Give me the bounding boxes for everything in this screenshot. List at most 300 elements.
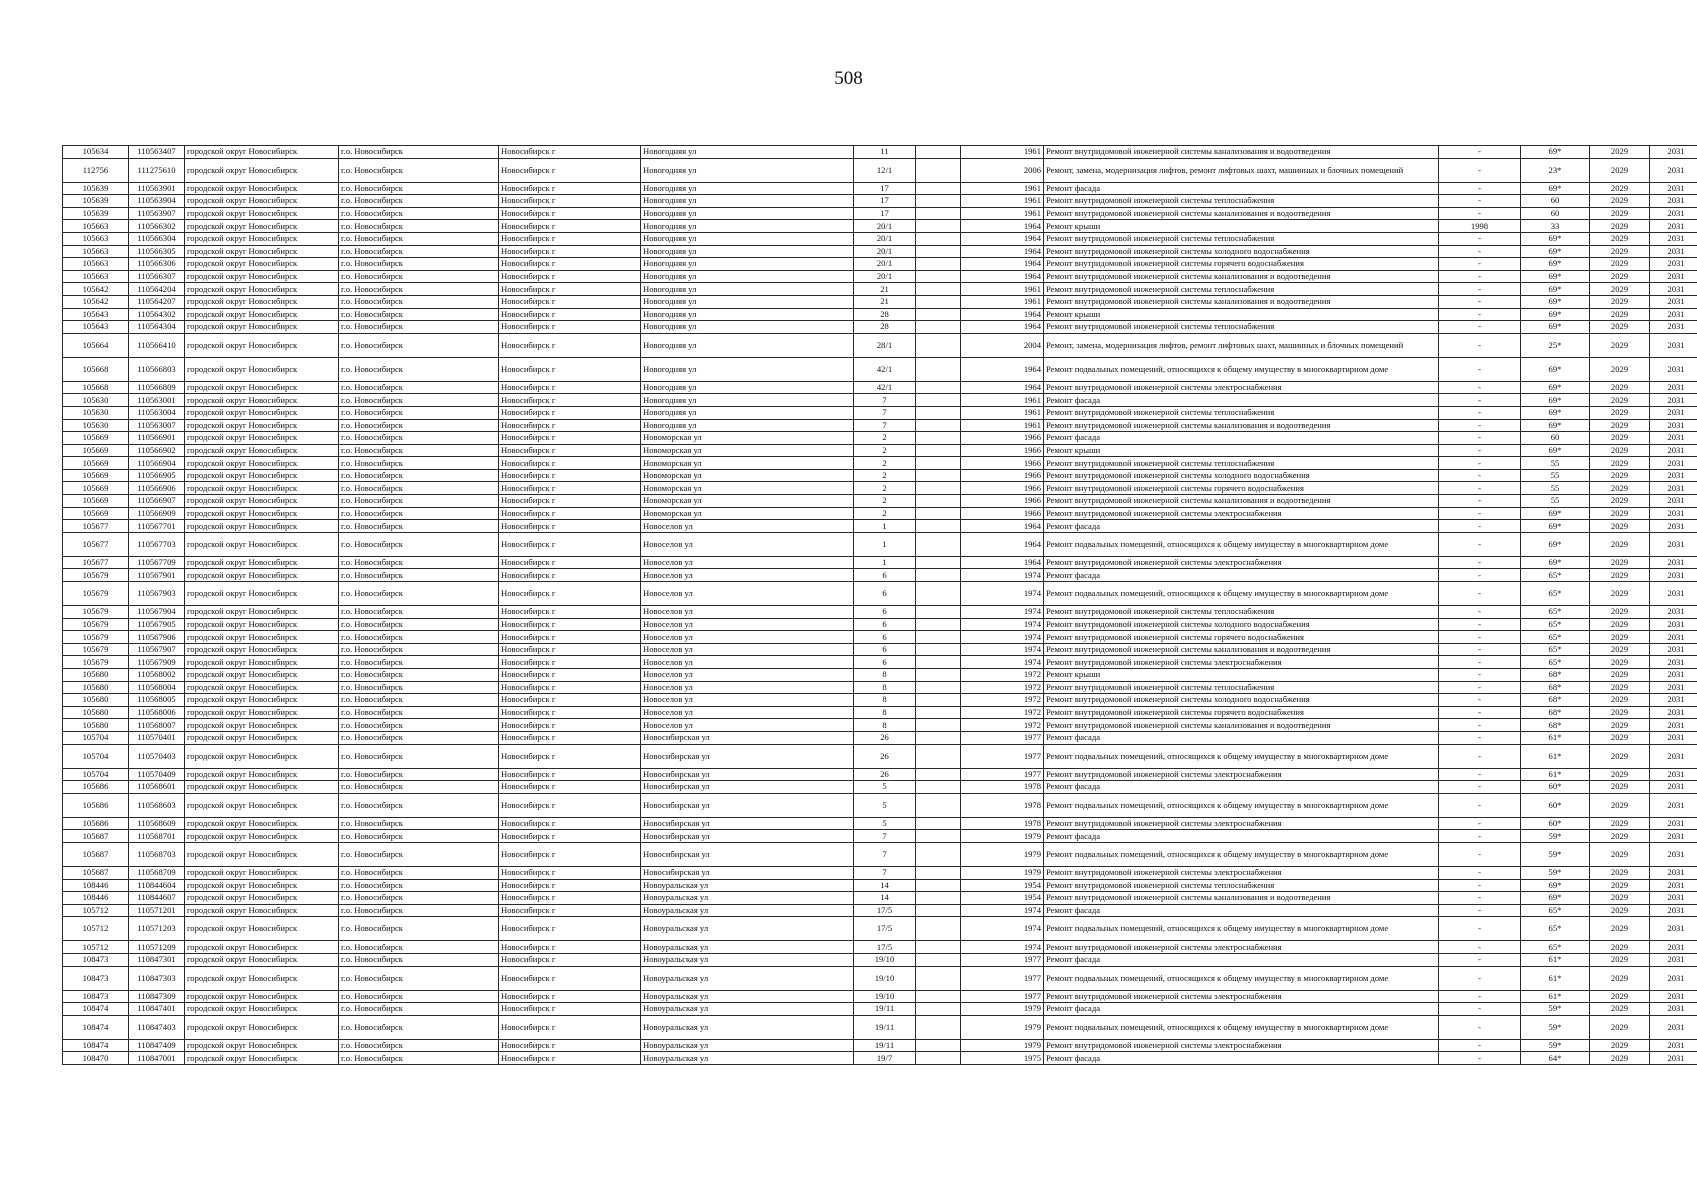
- street-cell: Новоселов ул: [641, 656, 854, 669]
- building-cell: [916, 656, 961, 669]
- table-row: [63, 357, 1697, 381]
- year-built-cell: 1966: [961, 457, 1044, 470]
- house-id-cell: 105680: [63, 706, 129, 719]
- street-cell: Новоморская ул: [641, 444, 854, 457]
- year-built-cell: 1964: [961, 245, 1044, 258]
- house-id-cell: 105679: [63, 606, 129, 619]
- plan-end-year-cell: 2031: [1650, 879, 1697, 892]
- city-cell: Новосибирск г: [499, 232, 641, 245]
- plan-start-year-cell: 2029: [1590, 495, 1650, 508]
- house-number-cell: 20/1: [854, 258, 916, 271]
- plan-end-year-cell: 2031: [1650, 953, 1697, 966]
- last-repair-year-cell: -: [1439, 892, 1521, 905]
- work-type-cell: Ремонт фасада: [1044, 904, 1439, 917]
- plan-end-year-cell: 2031: [1650, 569, 1697, 582]
- municipality-cell: г.о. Новосибирск: [339, 731, 499, 744]
- wear-percent-cell: 69*: [1521, 182, 1590, 195]
- municipality-cell: г.о. Новосибирск: [339, 469, 499, 482]
- table-row: [63, 643, 1697, 656]
- plan-end-year-cell: 2031: [1650, 1052, 1697, 1065]
- house-id-cell: 105679: [63, 643, 129, 656]
- plan-end-year-cell: 2031: [1650, 207, 1697, 220]
- last-repair-year-cell: -: [1439, 842, 1521, 866]
- district-cell: городской округ Новосибирск: [185, 892, 339, 905]
- year-built-cell: 1978: [961, 793, 1044, 817]
- municipality-cell: г.о. Новосибирск: [339, 706, 499, 719]
- plan-start-year-cell: 2029: [1590, 321, 1650, 334]
- work-type-cell: Ремонт крыши: [1044, 308, 1439, 321]
- table-row: [63, 295, 1697, 308]
- building-cell: [916, 532, 961, 556]
- last-repair-year-cell: -: [1439, 532, 1521, 556]
- plan-start-year-cell: 2029: [1590, 768, 1650, 781]
- street-cell: Новоселов ул: [641, 669, 854, 682]
- city-cell: Новосибирск г: [499, 793, 641, 817]
- house-id-cell: 105677: [63, 556, 129, 569]
- city-cell: Новосибирск г: [499, 258, 641, 271]
- plan-end-year-cell: 2031: [1650, 520, 1697, 533]
- work-type-cell: Ремонт внутридомовой инженерной системы канализования и водоотведения: [1044, 643, 1439, 656]
- municipality-cell: г.о. Новосибирск: [339, 793, 499, 817]
- building-cell: [916, 953, 961, 966]
- street-cell: Новогодняя ул: [641, 394, 854, 407]
- building-cell: [916, 146, 961, 159]
- city-cell: Новосибирск г: [499, 182, 641, 195]
- house-id-cell: 105630: [63, 419, 129, 432]
- work-code-cell: 110563901: [129, 182, 185, 195]
- plan-end-year-cell: 2031: [1650, 1015, 1697, 1039]
- building-cell: [916, 357, 961, 381]
- year-built-cell: 1966: [961, 432, 1044, 445]
- district-cell: городской округ Новосибирск: [185, 507, 339, 520]
- table-row: [63, 245, 1697, 258]
- wear-percent-cell: 69*: [1521, 232, 1590, 245]
- last-repair-year-cell: -: [1439, 457, 1521, 470]
- work-code-cell: 110564204: [129, 283, 185, 296]
- work-type-cell: Ремонт внутридомовой инженерной системы канализования и водоотведения: [1044, 295, 1439, 308]
- work-type-cell: Ремонт внутридомовой инженерной системы канализования и водоотведения: [1044, 146, 1439, 159]
- municipality-cell: г.о. Новосибирск: [339, 1015, 499, 1039]
- work-code-cell: 110566901: [129, 432, 185, 445]
- work-code-cell: 110568004: [129, 681, 185, 694]
- plan-end-year-cell: 2031: [1650, 419, 1697, 432]
- house-number-cell: 8: [854, 706, 916, 719]
- municipality-cell: г.о. Новосибирск: [339, 744, 499, 768]
- building-cell: [916, 308, 961, 321]
- last-repair-year-cell: -: [1439, 656, 1521, 669]
- work-type-cell: Ремонт внутридомовой инженерной системы теплоснабжения: [1044, 321, 1439, 334]
- year-built-cell: 1961: [961, 406, 1044, 419]
- table-row: [63, 731, 1697, 744]
- plan-start-year-cell: 2029: [1590, 793, 1650, 817]
- work-code-cell: 110844604: [129, 879, 185, 892]
- work-type-cell: Ремонт фасада: [1044, 1052, 1439, 1065]
- work-code-cell: 110564304: [129, 321, 185, 334]
- table-row: [63, 321, 1697, 334]
- wear-percent-cell: 33: [1521, 220, 1590, 233]
- table-row: [63, 631, 1697, 644]
- work-code-cell: 110847301: [129, 953, 185, 966]
- plan-end-year-cell: 2031: [1650, 283, 1697, 296]
- year-built-cell: 2004: [961, 333, 1044, 357]
- plan-start-year-cell: 2029: [1590, 917, 1650, 941]
- year-built-cell: 1972: [961, 669, 1044, 682]
- street-cell: Новоуральская ул: [641, 917, 854, 941]
- city-cell: Новосибирск г: [499, 768, 641, 781]
- plan-end-year-cell: 2031: [1650, 1039, 1697, 1052]
- year-built-cell: 1961: [961, 295, 1044, 308]
- district-cell: городской округ Новосибирск: [185, 719, 339, 732]
- work-type-cell: Ремонт фасада: [1044, 394, 1439, 407]
- table-row: [63, 1015, 1697, 1039]
- plan-end-year-cell: 2031: [1650, 245, 1697, 258]
- plan-start-year-cell: 2029: [1590, 569, 1650, 582]
- district-cell: городской округ Новосибирск: [185, 457, 339, 470]
- plan-start-year-cell: 2029: [1590, 220, 1650, 233]
- year-built-cell: 1977: [961, 744, 1044, 768]
- house-number-cell: 7: [854, 394, 916, 407]
- district-cell: городской округ Новосибирск: [185, 694, 339, 707]
- year-built-cell: 1966: [961, 507, 1044, 520]
- street-cell: Новоуральская ул: [641, 966, 854, 990]
- house-id-cell: 105679: [63, 618, 129, 631]
- plan-end-year-cell: 2031: [1650, 220, 1697, 233]
- municipality-cell: г.о. Новосибирск: [339, 694, 499, 707]
- last-repair-year-cell: -: [1439, 866, 1521, 879]
- work-type-cell: Ремонт внутридомовой инженерной системы теплоснабжения: [1044, 195, 1439, 208]
- wear-percent-cell: 60: [1521, 207, 1590, 220]
- house-number-cell: 17: [854, 195, 916, 208]
- wear-percent-cell: 68*: [1521, 681, 1590, 694]
- house-id-cell: 105686: [63, 793, 129, 817]
- wear-percent-cell: 69*: [1521, 532, 1590, 556]
- work-type-cell: Ремонт внутридомовой инженерной системы электроснабжения: [1044, 1039, 1439, 1052]
- plan-end-year-cell: 2031: [1650, 158, 1697, 182]
- work-type-cell: Ремонт внутридомовой инженерной системы горячего водоснабжения: [1044, 258, 1439, 271]
- year-built-cell: 1977: [961, 731, 1044, 744]
- house-id-cell: 105677: [63, 532, 129, 556]
- building-cell: [916, 842, 961, 866]
- plan-start-year-cell: 2029: [1590, 990, 1650, 1003]
- last-repair-year-cell: -: [1439, 1039, 1521, 1052]
- wear-percent-cell: 23*: [1521, 158, 1590, 182]
- city-cell: Новосибирск г: [499, 444, 641, 457]
- district-cell: городской округ Новосибирск: [185, 308, 339, 321]
- work-code-cell: 110566902: [129, 444, 185, 457]
- municipality-cell: г.о. Новосибирск: [339, 990, 499, 1003]
- plan-start-year-cell: 2029: [1590, 1052, 1650, 1065]
- city-cell: Новосибирск г: [499, 892, 641, 905]
- work-code-cell: 110570403: [129, 744, 185, 768]
- table-row: [63, 781, 1697, 794]
- plan-start-year-cell: 2029: [1590, 643, 1650, 656]
- city-cell: Новосибирск г: [499, 866, 641, 879]
- municipality-cell: г.о. Новосибирск: [339, 357, 499, 381]
- house-number-cell: 17/5: [854, 917, 916, 941]
- work-type-cell: Ремонт, замена, модернизация лифтов, ремонт лифтовых шахт, машинных и блочных помещений: [1044, 158, 1439, 182]
- table-row: [63, 892, 1697, 905]
- house-number-cell: 19/10: [854, 990, 916, 1003]
- plan-start-year-cell: 2029: [1590, 904, 1650, 917]
- city-cell: Новосибирск г: [499, 308, 641, 321]
- last-repair-year-cell: -: [1439, 569, 1521, 582]
- city-cell: Новосибирск г: [499, 1003, 641, 1016]
- last-repair-year-cell: -: [1439, 879, 1521, 892]
- street-cell: Новоселов ул: [641, 606, 854, 619]
- house-id-cell: 108473: [63, 966, 129, 990]
- work-type-cell: Ремонт фасада: [1044, 953, 1439, 966]
- house-number-cell: 28: [854, 308, 916, 321]
- plan-start-year-cell: 2029: [1590, 245, 1650, 258]
- work-type-cell: Ремонт внутридомовой инженерной системы холодного водоснабжения: [1044, 245, 1439, 258]
- wear-percent-cell: 69*: [1521, 357, 1590, 381]
- plan-start-year-cell: 2029: [1590, 1015, 1650, 1039]
- wear-percent-cell: 61*: [1521, 990, 1590, 1003]
- wear-percent-cell: 59*: [1521, 866, 1590, 879]
- work-code-cell: 110566809: [129, 381, 185, 394]
- district-cell: городской округ Новосибирск: [185, 182, 339, 195]
- last-repair-year-cell: -: [1439, 158, 1521, 182]
- plan-end-year-cell: 2031: [1650, 631, 1697, 644]
- table-row: [63, 1052, 1697, 1065]
- year-built-cell: 1974: [961, 643, 1044, 656]
- plan-start-year-cell: 2029: [1590, 556, 1650, 569]
- plan-end-year-cell: 2031: [1650, 394, 1697, 407]
- municipality-cell: г.о. Новосибирск: [339, 892, 499, 905]
- house-number-cell: 19/7: [854, 1052, 916, 1065]
- table-row: [63, 1039, 1697, 1052]
- work-code-cell: 110563904: [129, 195, 185, 208]
- building-cell: [916, 606, 961, 619]
- wear-percent-cell: 65*: [1521, 904, 1590, 917]
- plan-end-year-cell: 2031: [1650, 781, 1697, 794]
- street-cell: Новогодняя ул: [641, 270, 854, 283]
- table-row: [63, 917, 1697, 941]
- house-id-cell: 105668: [63, 381, 129, 394]
- last-repair-year-cell: -: [1439, 817, 1521, 830]
- house-id-cell: 105669: [63, 444, 129, 457]
- city-cell: Новосибирск г: [499, 482, 641, 495]
- house-id-cell: 105642: [63, 295, 129, 308]
- plan-end-year-cell: 2031: [1650, 731, 1697, 744]
- house-number-cell: 20/1: [854, 232, 916, 245]
- house-number-cell: 2: [854, 457, 916, 470]
- house-id-cell: 105704: [63, 768, 129, 781]
- building-cell: [916, 457, 961, 470]
- city-cell: Новосибирск г: [499, 146, 641, 159]
- year-built-cell: 1979: [961, 1015, 1044, 1039]
- plan-end-year-cell: 2031: [1650, 842, 1697, 866]
- municipality-cell: г.о. Новосибирск: [339, 195, 499, 208]
- year-built-cell: 1964: [961, 520, 1044, 533]
- street-cell: Новоуральская ул: [641, 892, 854, 905]
- table-row: [63, 744, 1697, 768]
- year-built-cell: 1974: [961, 917, 1044, 941]
- wear-percent-cell: 65*: [1521, 941, 1590, 954]
- city-cell: Новосибирск г: [499, 457, 641, 470]
- city-cell: Новосибирск г: [499, 520, 641, 533]
- house-id-cell: 105634: [63, 146, 129, 159]
- wear-percent-cell: 65*: [1521, 606, 1590, 619]
- street-cell: Новоселов ул: [641, 706, 854, 719]
- house-id-cell: 105663: [63, 270, 129, 283]
- municipality-cell: г.о. Новосибирск: [339, 643, 499, 656]
- work-type-cell: Ремонт подвальных помещений, относящихся к общему имуществу в многоквартирном доме: [1044, 357, 1439, 381]
- district-cell: городской округ Новосибирск: [185, 917, 339, 941]
- street-cell: Новоселов ул: [641, 569, 854, 582]
- street-cell: Новогодняя ул: [641, 158, 854, 182]
- street-cell: Новогодняя ул: [641, 419, 854, 432]
- plan-start-year-cell: 2029: [1590, 842, 1650, 866]
- street-cell: Новогодняя ул: [641, 283, 854, 296]
- house-id-cell: 105643: [63, 321, 129, 334]
- building-cell: [916, 706, 961, 719]
- house-number-cell: 7: [854, 406, 916, 419]
- building-cell: [916, 507, 961, 520]
- plan-end-year-cell: 2031: [1650, 817, 1697, 830]
- building-cell: [916, 1003, 961, 1016]
- wear-percent-cell: 25*: [1521, 333, 1590, 357]
- street-cell: Новосибирская ул: [641, 793, 854, 817]
- house-number-cell: 17/5: [854, 941, 916, 954]
- house-number-cell: 20/1: [854, 220, 916, 233]
- work-type-cell: Ремонт внутридомовой инженерной системы канализования и водоотведения: [1044, 207, 1439, 220]
- district-cell: городской округ Новосибирск: [185, 419, 339, 432]
- table-row: [63, 207, 1697, 220]
- last-repair-year-cell: -: [1439, 444, 1521, 457]
- plan-end-year-cell: 2031: [1650, 966, 1697, 990]
- street-cell: Новоморская ул: [641, 469, 854, 482]
- house-number-cell: 1: [854, 556, 916, 569]
- street-cell: Новогодняя ул: [641, 232, 854, 245]
- house-number-cell: 6: [854, 618, 916, 631]
- building-cell: [916, 830, 961, 843]
- street-cell: Новогодняя ул: [641, 146, 854, 159]
- wear-percent-cell: 59*: [1521, 1039, 1590, 1052]
- municipality-cell: г.о. Новосибирск: [339, 495, 499, 508]
- plan-end-year-cell: 2031: [1650, 582, 1697, 606]
- work-type-cell: Ремонт внутридомовой инженерной системы электроснабжения: [1044, 556, 1439, 569]
- work-code-cell: 110566907: [129, 495, 185, 508]
- work-type-cell: Ремонт внутридомовой инженерной системы теплоснабжения: [1044, 457, 1439, 470]
- building-cell: [916, 295, 961, 308]
- municipality-cell: г.о. Новосибирск: [339, 556, 499, 569]
- work-code-cell: 110567905: [129, 618, 185, 631]
- year-built-cell: 1964: [961, 381, 1044, 394]
- work-code-cell: 111275610: [129, 158, 185, 182]
- table-row: [63, 817, 1697, 830]
- work-code-cell: 110566307: [129, 270, 185, 283]
- street-cell: Новоселов ул: [641, 618, 854, 631]
- last-repair-year-cell: -: [1439, 917, 1521, 941]
- house-number-cell: 12/1: [854, 158, 916, 182]
- work-type-cell: Ремонт крыши: [1044, 220, 1439, 233]
- plan-end-year-cell: 2031: [1650, 556, 1697, 569]
- work-code-cell: 110566905: [129, 469, 185, 482]
- year-built-cell: 1954: [961, 892, 1044, 905]
- house-number-cell: 28/1: [854, 333, 916, 357]
- work-type-cell: Ремонт фасада: [1044, 781, 1439, 794]
- building-cell: [916, 220, 961, 233]
- plan-start-year-cell: 2029: [1590, 406, 1650, 419]
- building-cell: [916, 582, 961, 606]
- house-number-cell: 2: [854, 444, 916, 457]
- last-repair-year-cell: -: [1439, 381, 1521, 394]
- street-cell: Новосибирская ул: [641, 830, 854, 843]
- city-cell: Новосибирск г: [499, 381, 641, 394]
- work-code-cell: 110567703: [129, 532, 185, 556]
- wear-percent-cell: 69*: [1521, 308, 1590, 321]
- plan-start-year-cell: 2029: [1590, 656, 1650, 669]
- street-cell: Новогодняя ул: [641, 245, 854, 258]
- building-cell: [916, 719, 961, 732]
- work-code-cell: 110566410: [129, 333, 185, 357]
- city-cell: Новосибирск г: [499, 419, 641, 432]
- house-id-cell: 105712: [63, 904, 129, 917]
- plan-start-year-cell: 2029: [1590, 507, 1650, 520]
- work-code-cell: 110571201: [129, 904, 185, 917]
- municipality-cell: г.о. Новосибирск: [339, 321, 499, 334]
- plan-start-year-cell: 2029: [1590, 879, 1650, 892]
- work-code-cell: 110566305: [129, 245, 185, 258]
- city-cell: Новосибирск г: [499, 569, 641, 582]
- table-row: [63, 618, 1697, 631]
- house-id-cell: 105664: [63, 333, 129, 357]
- last-repair-year-cell: -: [1439, 146, 1521, 159]
- street-cell: Новоморская ул: [641, 457, 854, 470]
- municipality-cell: г.о. Новосибирск: [339, 966, 499, 990]
- city-cell: Новосибирск г: [499, 270, 641, 283]
- house-number-cell: 2: [854, 469, 916, 482]
- work-code-cell: 110847401: [129, 1003, 185, 1016]
- work-code-cell: 110567709: [129, 556, 185, 569]
- district-cell: городской округ Новосибирск: [185, 1015, 339, 1039]
- city-cell: Новосибирск г: [499, 158, 641, 182]
- year-built-cell: 1964: [961, 532, 1044, 556]
- street-cell: Новоуральская ул: [641, 941, 854, 954]
- last-repair-year-cell: -: [1439, 768, 1521, 781]
- wear-percent-cell: 61*: [1521, 966, 1590, 990]
- year-built-cell: 1972: [961, 681, 1044, 694]
- district-cell: городской округ Новосибирск: [185, 990, 339, 1003]
- district-cell: городской округ Новосибирск: [185, 270, 339, 283]
- last-repair-year-cell: -: [1439, 495, 1521, 508]
- plan-end-year-cell: 2031: [1650, 941, 1697, 954]
- year-built-cell: 1974: [961, 569, 1044, 582]
- plan-start-year-cell: 2029: [1590, 444, 1650, 457]
- work-code-cell: 110563001: [129, 394, 185, 407]
- plan-start-year-cell: 2029: [1590, 817, 1650, 830]
- table-row: [63, 195, 1697, 208]
- city-cell: Новосибирск г: [499, 207, 641, 220]
- district-cell: городской округ Новосибирск: [185, 195, 339, 208]
- plan-end-year-cell: 2031: [1650, 892, 1697, 905]
- last-repair-year-cell: -: [1439, 406, 1521, 419]
- plan-start-year-cell: 2029: [1590, 457, 1650, 470]
- year-built-cell: 1972: [961, 719, 1044, 732]
- table-row: [63, 1003, 1697, 1016]
- building-cell: [916, 469, 961, 482]
- plan-end-year-cell: 2031: [1650, 444, 1697, 457]
- municipality-cell: г.о. Новосибирск: [339, 232, 499, 245]
- municipality-cell: г.о. Новосибирск: [339, 842, 499, 866]
- register-body: [63, 146, 1697, 1065]
- house-id-cell: 105669: [63, 457, 129, 470]
- plan-end-year-cell: 2031: [1650, 270, 1697, 283]
- district-cell: городской округ Новосибирск: [185, 731, 339, 744]
- work-type-cell: Ремонт фасада: [1044, 830, 1439, 843]
- table-row: [63, 669, 1697, 682]
